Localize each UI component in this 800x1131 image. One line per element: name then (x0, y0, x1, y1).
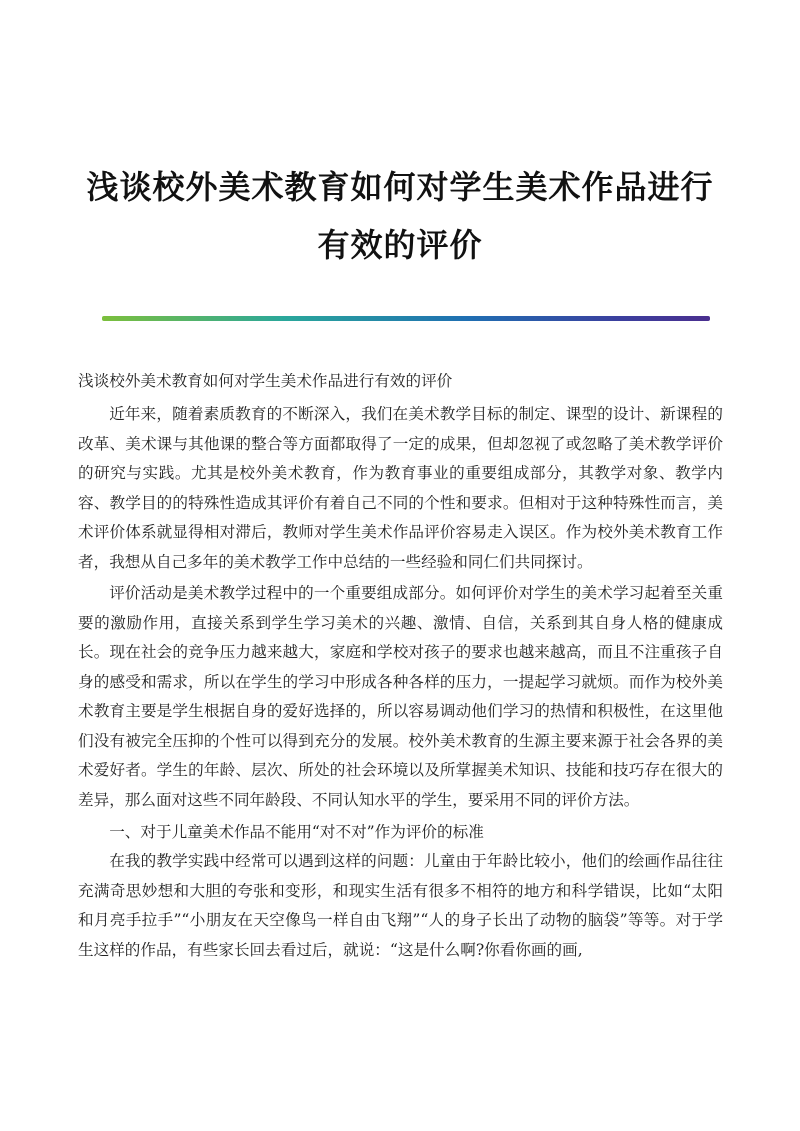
section-1-paragraph: 在我的教学实践中经常可以遇到这样的问题：儿童由于年龄比较小，他们的绘画作品往往充满奇思妙想和大胆的夸张和变形，和现实生活有很多不相符的地方和科学错误，比如“太阳和月亮手拉手”“小朋友在天空像鸟一样自由飞翔”“人的身子长出了动物的脑袋”等等。对于学生这样的作品，有些家长回去看过后，就说：“这是什么啊?你看你画的画, (78, 852, 723, 959)
title-line-2: 有效的评价 (317, 226, 483, 264)
document-title (70, 158, 730, 274)
title-divider (102, 316, 710, 321)
section-heading-1: 一、对于儿童美术作品不能用“对不对”作为评价的标准 (109, 823, 484, 841)
document-subtitle: 浅谈校外美术教育如何对学生美术作品进行有效的评价 (78, 372, 453, 390)
body-paragraph-1: 近年来，随着素质教育的不断深入，我们在美术教学目标的制定、课型的设计、新课程的改革、美术课与其他课的整合等方面都取得了一定的成果，但却忽视了或忽略了美术教学评价的研究与实践。尤其是校外美术教育，作为教育事业的重要组成部分，其教学对象、教学内容、教学目的的特殊性造成其评价有着自己不同的个性和要求。但相对于这种特殊性而言，美术评价体系就显得相对滞后，教师对学生美术作品评价容易走入误区。作为校外美术教育工作者，我想从自己多年的美术教学工作中总结的一些经验和同仁们共同探讨。 (78, 405, 723, 571)
title-line-1: 浅谈校外美术教育如何对学生美术作品进行 (86, 168, 714, 206)
document-body (78, 366, 723, 965)
body-paragraph-2: 评价活动是美术教学过程中的一个重要组成部分。如何评价对学生的美术学习起着至关重要的激励作用，直接关系到学生学习美术的兴趣、激情、自信，关系到其自身人格的健康成长。现在社会的竞争压力越来越大，家庭和学校对孩子的要求也越来越高，而且不注重孩子自身的感受和需求，所以在学生的学习中形成各种各样的压力，一提起学习就烦。而作为校外美术教育主要是学生根据自身的爱好选择的，所以容易调动他们学习的热情和积极性，在这里他们没有被完全压抑的个性可以得到充分的发展。校外美术教育的生源主要来源于社会各界的美术爱好者。学生的年龄、层次、所处的社会环境以及所掌握美术知识、技能和技巧存在很大的差异，那么面对这些不同年龄段、不同认知水平的学生，要采用不同的评价方法。 (78, 584, 723, 809)
